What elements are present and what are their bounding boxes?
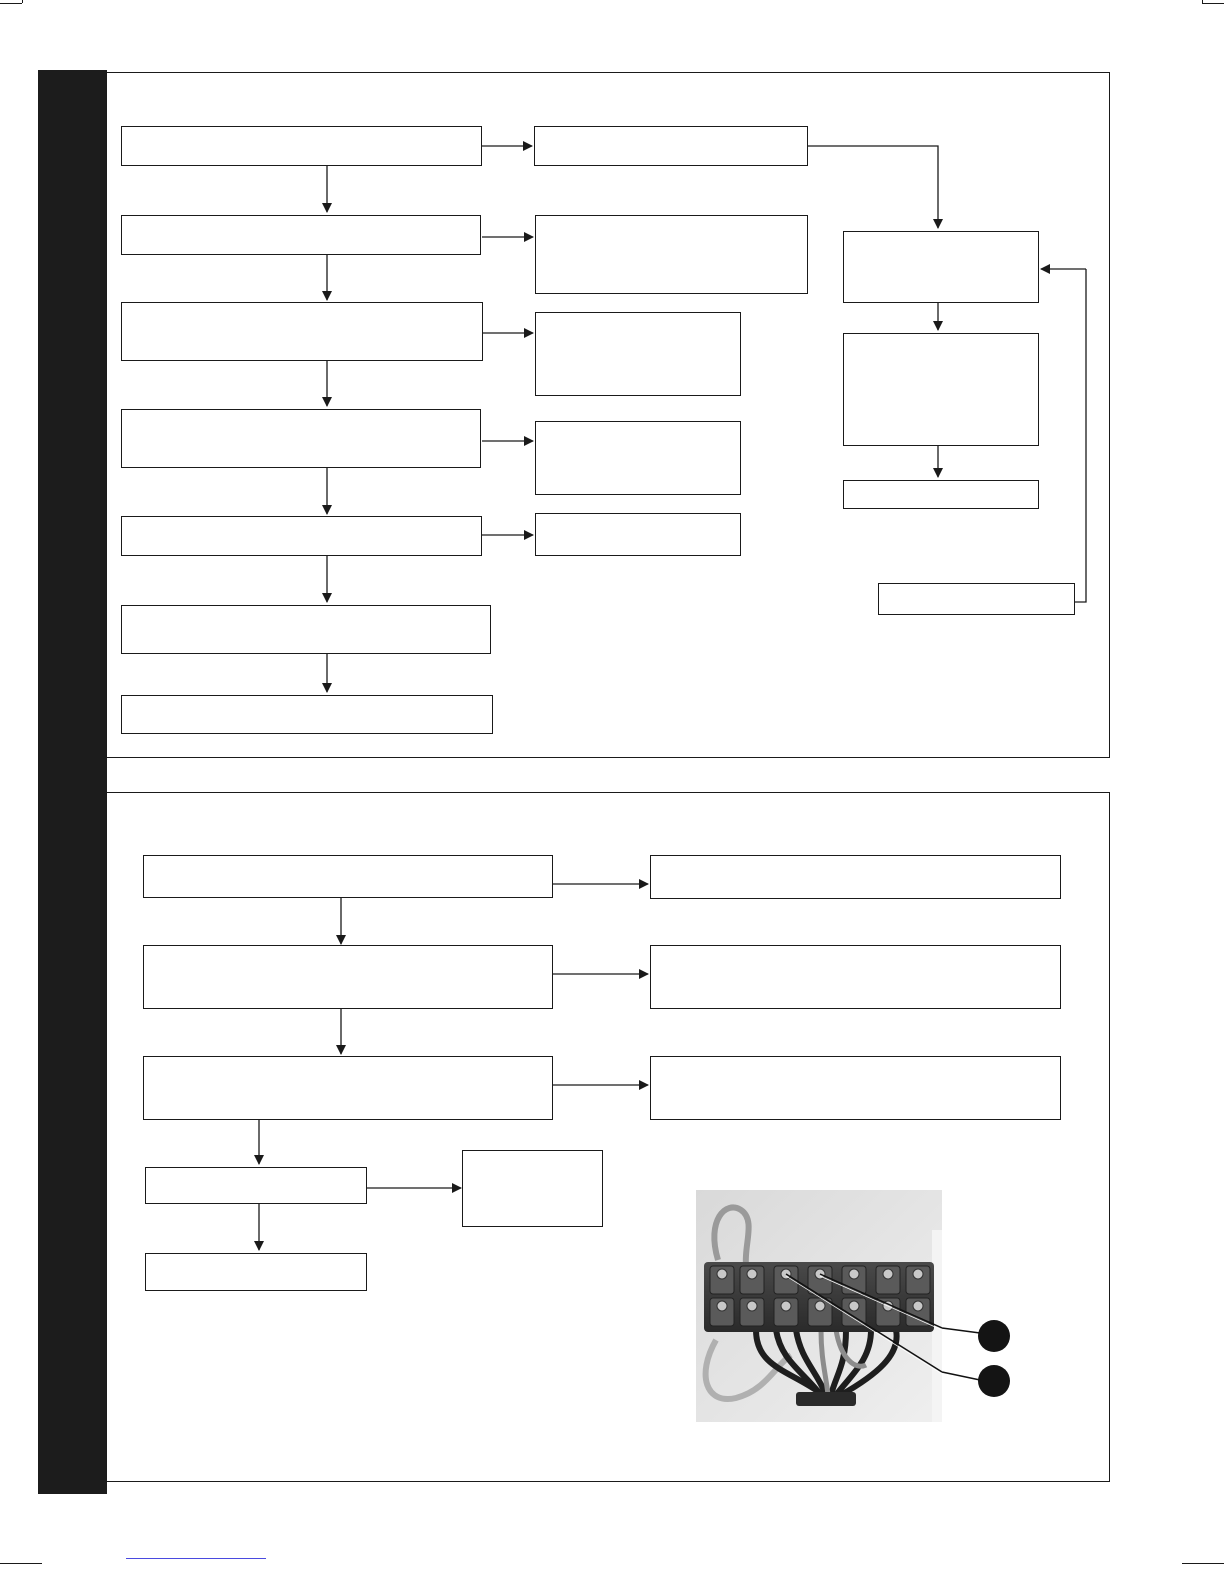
- callout-marker-1: [978, 1320, 1010, 1352]
- footer-link-rule: [126, 1558, 266, 1559]
- callout-marker-2: [978, 1365, 1010, 1397]
